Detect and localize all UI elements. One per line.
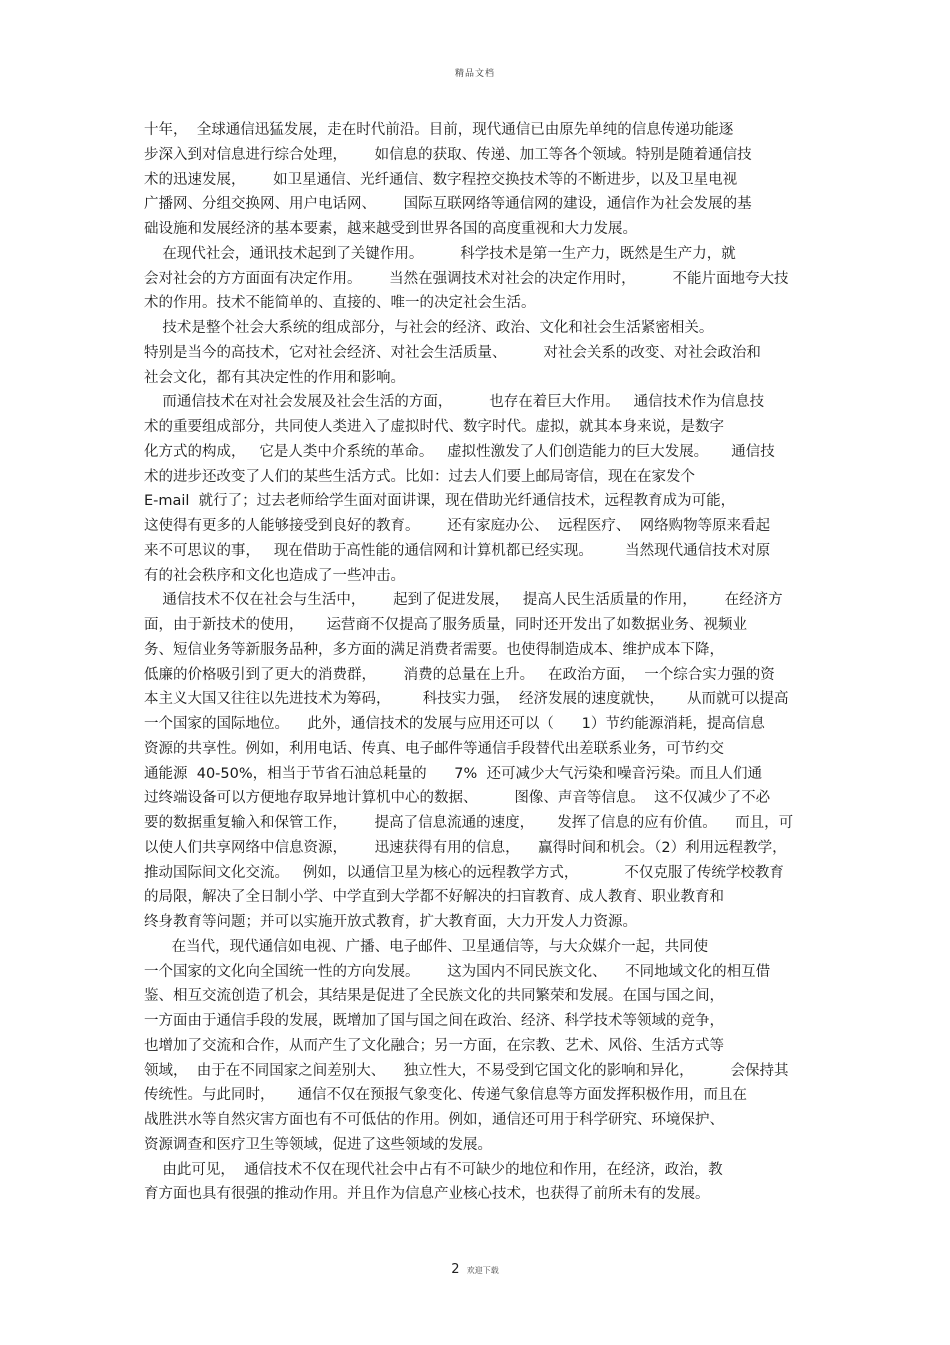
text-line: 过终端设备可以方便地存取异地计算机中心的数据、 图像、声音等信息。 这不仅减少了不必 <box>144 790 771 807</box>
text-line: 来不可思议的事， 现在借助于高性能的通信网和计算机都已经实现。 当然现代通信技术对原 <box>144 542 771 559</box>
text-line: 术的进步还改变了人们的某些生活方式。比如：过去人们要上邮局寄信，现在在家发个 <box>144 468 695 485</box>
text-line: 由此可见， 通信技术不仅在现代社会中占有不可缺少的地位和作用，在经济，政治，教 <box>144 1161 723 1178</box>
text-line: 会对社会的方方面面有决定作用。 当然在强调技术对社会的决定作用时， 不能片面地夸大技 <box>144 270 789 287</box>
body-text <box>144 118 814 1207</box>
text-line: 资源的共享性。例如，利用电话、传真、电子邮件等通信手段替代出差联系业务，可节约交 <box>144 740 724 757</box>
text-line: 战胜洪水等自然灾害方面也有不可低估的作用。例如，通信还可用于科学研究、环境保护、 <box>144 1112 724 1128</box>
text-line: 低廉的价格吸引到了更大的消费群， 消费的总量在上升。 在政治方面， 一个综合实力强的资 <box>144 666 775 683</box>
text-line: 一个国家的国际地位。 此外，通信技术的发展与应用还可以（ 1）节约能源消耗，提高信息 <box>144 716 765 732</box>
text-line: 推动国际间文化交流。 例如，以通信卫星为核心的远程教学方式， 不仅克服了传统学校教育 <box>144 864 784 881</box>
text-line: 技术是整个社会大系统的组成部分，与社会的经济、政治、文化和社会生活紧密相关。 <box>144 320 714 336</box>
text-line: 化方式的构成， 它是人类中介系统的革命。 虚拟性激发了人们创造能力的巨大发展。 通信技 <box>144 443 775 460</box>
text-line: 鉴、相互交流创造了机会，其结果是促进了全民族文化的共同繁荣和发展。在国与国之间， <box>144 988 724 1005</box>
text-line: 而通信技术在对社会发展及社会生活的方面， 也存在着巨大作用。 通信技术作为信息技 <box>144 394 765 411</box>
text-line: 一个国家的文化向全国统一性的方向发展。 这为国内不同民族文化、 不同地域文化的相互借 <box>144 963 771 980</box>
text-line: 要的数据重复输入和保管工作， 提高了信息流通的速度， 发挥了信息的应有价值。 而且，可 <box>144 815 794 831</box>
text-line: 一方面由于通信手段的发展，既增加了国与国之间在政治、经济、科学技术等领域的竞争， <box>144 1013 724 1029</box>
text-line: 领域， 由于在不同国家之间差别大、 独立性大，不易受到它国文化的影响和异化， 会保持其 <box>144 1062 789 1079</box>
text-line: 术的作用。技术不能简单的、直接的、唯一的决定社会生活。 <box>144 295 536 312</box>
text-line: 也增加了交流和合作，从而产生了文化融合；另一方面，在宗教、艺术、风俗、生活方式等 <box>144 1037 724 1054</box>
text-line: 术的重要组成部分，共同使人类进入了虚拟时代、数字时代。虚拟，就其本身来说，是数字 <box>144 419 724 435</box>
footer-text: 欢迎下载 <box>466 1266 499 1275</box>
text-line: 终身教育等问题；并可以实施开放式教育，扩大教育面，大力开发人力资源。 <box>144 914 637 930</box>
page-footer <box>0 1262 950 1277</box>
text-line: 本主义大国又往往以先进技术为筹码， 科技实力强， 经济发展的速度就快， 从而就可以提高 <box>144 691 789 708</box>
text-line: 在当代，现代通信如电视、广播、电子邮件、卫星通信等，与大众媒介一起，共同使 <box>144 938 709 955</box>
text-line: 十年， 全球通信迅猛发展，走在时代前沿。目前，现代通信已由原先单纯的信息传递功能逐 <box>144 122 734 138</box>
text-line: 特别是当今的高技术，它对社会经济、对社会生活质量、 对社会关系的改变、对社会政治和 <box>144 344 761 361</box>
text-line: 通能源 40-50%，相当于节省石油总耗量的 7% 还可减少大气污染和噪音污染。而且人们通 <box>144 765 763 782</box>
text-line: 以使人们共享网络中信息资源， 迅速获得有用的信息， 赢得时间和机会。（2）利用远程教学， <box>144 839 787 856</box>
text-line: 育方面也具有很强的推动作用。并且作为信息产业核心技术，也获得了前所未有的发展。 <box>144 1186 710 1203</box>
text-line: 步深入到对信息进行综合处理， 如信息的获取、传递、加工等各个领域。特别是随着通信技 <box>144 146 752 163</box>
text-line: 这使得有更多的人能够接受到良好的教育。 还有家庭办公、 远程医疗、 网络购物等原来看起 <box>144 518 771 534</box>
text-line: 的局限，解决了全日制小学、中学直到大学都不好解决的扫盲教育、成人教育、职业教育和 <box>144 889 724 906</box>
page-number: 2 <box>451 1262 460 1277</box>
text-line: 广播网、分组交换网、用户电话网、 国际互联网络等通信网的建设，通信作为社会发展的基 <box>144 196 752 213</box>
text-line: 在现代社会，通讯技术起到了关键作用。 科学技术是第一生产力，既然是生产力，就 <box>144 245 736 262</box>
text-line: 有的社会秩序和文化也造成了一些冲击。 <box>144 567 405 584</box>
text-line: 资源调查和医疗卫生等领域，促进了这些领域的发展。 <box>144 1136 492 1153</box>
text-line: 社会文化，都有其决定性的作用和影响。 <box>144 369 405 386</box>
text-line: 传统性。与此同时， 通信不仅在预报气象变化、传递气象信息等方面发挥积极作用，而且在 <box>144 1087 748 1104</box>
text-line: 通信技术不仅在社会与生活中， 起到了促进发展， 提高人民生活质量的作用， 在经济方 <box>144 592 783 609</box>
text-line: 础设施和发展经济的基本要素，越来越受到世界各国的高度重视和大力发展。 <box>144 221 637 237</box>
page-header: 精品文档 <box>454 69 495 79</box>
text-line: E-mail 就行了；过去老师给学生面对面讲课，现在借助光纤通信技术，远程教育成为可能， <box>144 493 736 510</box>
text-line: 面，由于新技术的使用， 运营商不仅提高了服务质量，同时还开发出了如数据业务、视频业 <box>144 617 748 633</box>
text-line: 务、短信业务等新服务品种，多方面的满足消费者需要。也使得制造成本、维护成本下降， <box>144 641 724 658</box>
text-line: 术的迅速发展， 如卫星通信、光纤通信、数字程控交换技术等的不断进步，以及卫星电视 <box>144 171 738 188</box>
